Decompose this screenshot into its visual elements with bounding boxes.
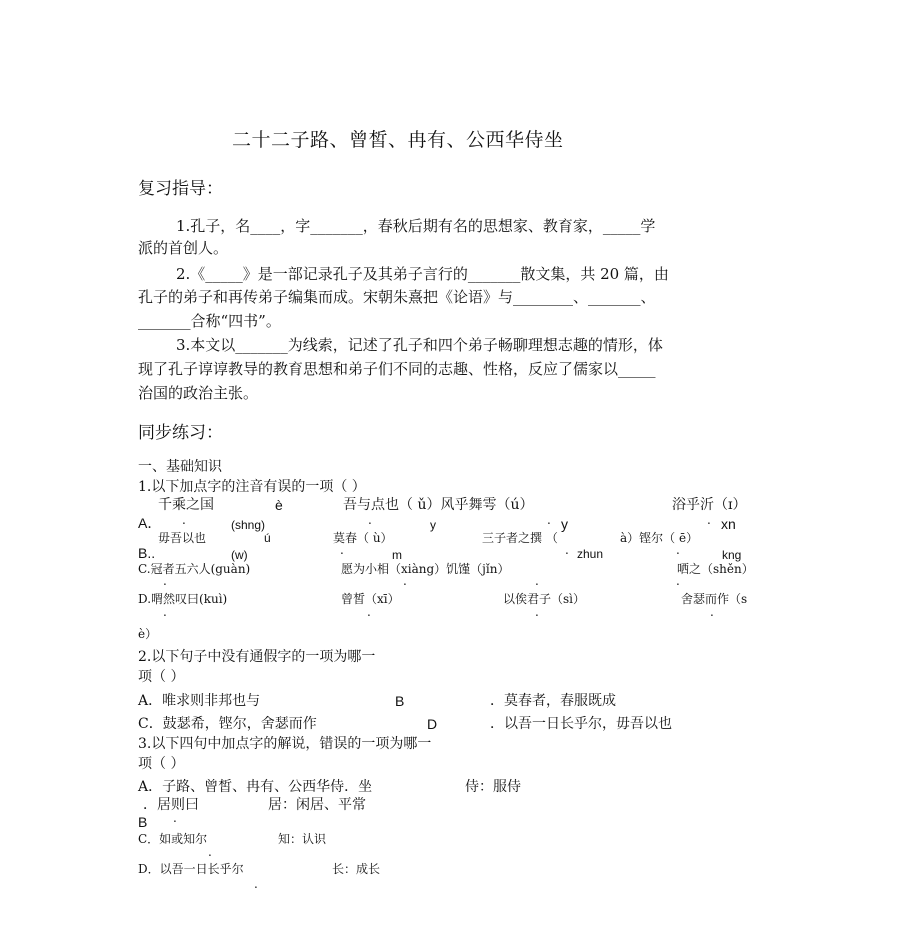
emphasis-dot: . xyxy=(707,513,711,527)
emphasis-dot: . xyxy=(676,574,680,588)
emphasis-dot: . xyxy=(208,845,212,859)
q1-a-e: è xyxy=(275,497,283,513)
q1-d-tail: è） xyxy=(138,627,158,641)
q3-option-d-gloss: 长：成长 xyxy=(332,862,381,876)
q1-a-word2: 吾与点也（ ǔ）风乎舞雩（ú） xyxy=(343,497,534,513)
q1-a-label: A． xyxy=(138,515,162,531)
emphasis-dot: . xyxy=(535,605,539,619)
q1-b-zhun: zhun xyxy=(577,547,604,561)
q1-a-word1: 千乘之国 xyxy=(158,497,214,513)
q1-d-word4: 舍瑟而作（s xyxy=(681,592,748,606)
review-q2-line1: 2.《_____》是一部记录孔子及其弟子言行的_______散文集，共 20 篇，由 xyxy=(176,265,669,283)
emphasis-dot: . xyxy=(547,513,551,527)
q1-b-label: B.. xyxy=(138,545,156,561)
section1-heading: 一、基础知识 xyxy=(138,459,222,475)
q1-a-y1: y xyxy=(430,518,436,532)
q1-b-kng: kng xyxy=(722,548,742,562)
q1-b-m: m xyxy=(392,548,402,562)
emphasis-dot: . xyxy=(254,877,258,891)
q1-d-word1: D.喟然叹曰(kuì) xyxy=(138,592,228,606)
emphasis-dot: . xyxy=(710,605,714,619)
emphasis-dot: . xyxy=(173,811,177,825)
review-q2-line2: 孔子的弟子和再传弟子编集而成。宋朝朱熹把《论语》与________、_______、 xyxy=(138,288,656,306)
q2-option-b-label: B xyxy=(395,693,405,709)
q1-b-w: (w) xyxy=(231,548,248,562)
review-q1-line1: 1.孔子，名____，字_______，春秋后期有名的思想家、教育家，_____学 xyxy=(176,217,656,235)
q1-b-word2: 莫春（ ù） xyxy=(333,531,393,545)
q1-c-word1: C.冠者五六人(guàn) xyxy=(138,562,251,576)
review-heading: 复习指导： xyxy=(138,179,223,199)
q3-option-b-text: ．居则曰 xyxy=(143,797,199,813)
emphasis-dot: . xyxy=(367,605,371,619)
q2-option-a: A．唯求则非邦也与 xyxy=(138,693,261,709)
review-q3-line1: 3.本文以_______为线索，记述了孔子和四个弟子畅聊理想志趣的情形，体 xyxy=(176,336,663,354)
q3-stem-line2: 项（ ） xyxy=(138,756,185,772)
q1-b-word1: 毋吾以也 xyxy=(158,531,207,545)
emphasis-dot: . xyxy=(403,574,407,588)
review-q2-line3: _______合称“四书”。 xyxy=(138,312,281,330)
q2-stem-line2: 项（ ） xyxy=(138,669,185,685)
q3-option-b-gloss: 居：闲居、平常 xyxy=(268,797,366,813)
emphasis-dot: . xyxy=(163,605,167,619)
q3-option-c-gloss: 知：认识 xyxy=(278,832,327,846)
q2-option-c: C．鼓瑟希，铿尔，舍瑟而作 xyxy=(138,716,317,732)
practice-heading: 同步练习： xyxy=(138,423,223,443)
q1-a-y2: y xyxy=(561,516,568,532)
q2-option-b-text: ．莫春者，春服既成 xyxy=(490,693,616,709)
q1-d-word3: 以俟君子（sì） xyxy=(503,592,585,606)
page-title: 二十二子路、曾皙、冉有、公西华侍坐 xyxy=(232,129,564,151)
emphasis-dot: . xyxy=(368,513,372,527)
q1-b-u: ú xyxy=(264,531,271,545)
emphasis-dot: . xyxy=(163,574,167,588)
q2-option-d-text: ．以吾一日长乎尔，毋吾以也 xyxy=(490,716,672,732)
q1-a-shng: (shng) xyxy=(231,518,266,532)
q3-option-a-gloss: 侍：服侍 xyxy=(465,779,521,795)
emphasis-dot: . xyxy=(182,513,186,527)
q3-stem-line1: 3.以下四句中加点字的解说，错误的一项为哪一 xyxy=(138,736,432,752)
review-q3-line2: 现了孔子谆谆教导的教育思想和弟子们不同的志趣、性格，反应了儒家以_____ xyxy=(138,360,656,378)
q1-c-word3: 哂之（shěn） xyxy=(677,562,754,576)
q2-option-d-label: D xyxy=(427,716,438,732)
emphasis-dot: . xyxy=(676,543,680,557)
q3-option-c: C．如或知尔 xyxy=(138,832,208,846)
q1-c-word2: 愿为小相（xiàng）饥馑（jǐn） xyxy=(341,562,510,576)
q1-b-word4: à）铿尔（ ē） xyxy=(620,531,699,545)
q1-a-word3: 浴乎沂（ɪ） xyxy=(672,497,747,513)
emphasis-dot: . xyxy=(535,574,539,588)
q3-option-d: D．以吾一日长乎尔 xyxy=(138,862,244,876)
q1-a-xn: xn xyxy=(721,516,736,532)
q2-stem-line1: 2.以下句子中没有通假字的一项为哪一 xyxy=(138,649,376,665)
q3-option-b-label: B xyxy=(138,814,148,830)
q1-d-word2: 曾皙（xī） xyxy=(341,592,400,606)
emphasis-dot: . xyxy=(565,543,569,557)
review-q3-line3: 治国的政治主张。 xyxy=(138,384,259,402)
q1-stem: 1.以下加点字的注音有误的一项（ ） xyxy=(138,479,366,495)
review-q1-line2: 派的首创人。 xyxy=(138,239,229,257)
q3-option-a: A．子路、曾皙、冉有、公西华侍．坐 xyxy=(138,779,373,795)
emphasis-dot: . xyxy=(340,543,344,557)
q1-b-word3: 三子者之撰 （ xyxy=(482,531,558,545)
